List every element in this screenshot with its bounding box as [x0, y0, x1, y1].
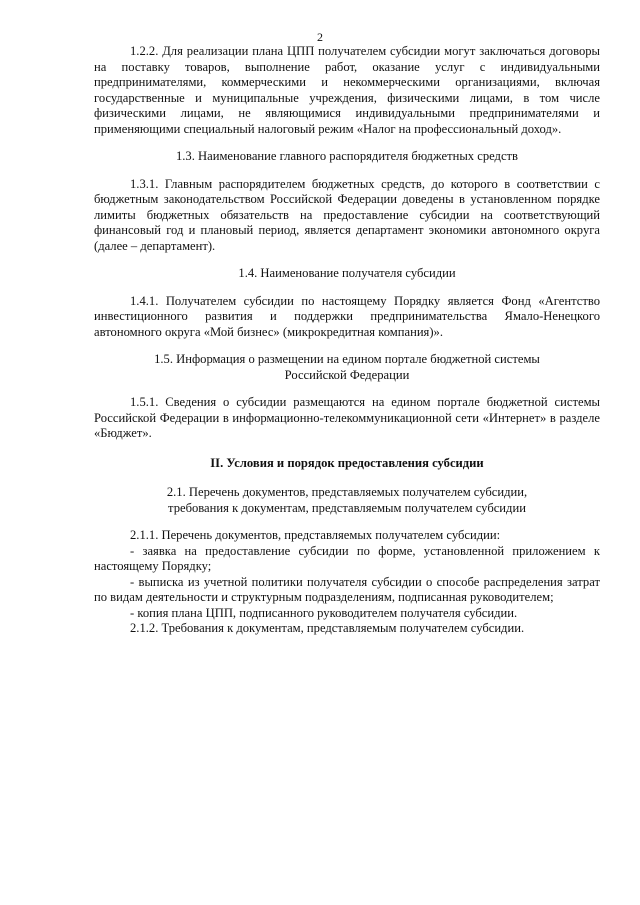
heading-1-5: [94, 352, 600, 383]
list-item-cpp-plan-copy: - копия плана ЦПП, подписанного руководителем получателя субсидии.: [130, 605, 518, 620]
list-item-application: - заявка на предоставление субсидии по форме, установленной приложением к настоящему Порядку;: [94, 543, 600, 573]
heading-1-4: 1.4. Наименование получателя субсидии: [238, 266, 456, 280]
heading-1-5-line-1: 1.5. Информация о размещении на едином портале бюджетной системы: [154, 352, 540, 366]
document-content: [94, 44, 600, 637]
paragraph-1-2-2: 1.2.2. Для реализации плана ЦПП получателем субсидии могут заключаться договоры на поставку товаров, выполнение работ, оказание услуг с индивидуальными предпринимателями, коммерческими и некоммерческими организациями, включая государственные и муниципальные учреждения, физическими лицами, в том числе физическими лицами, не являющимися индивидуальными предпринимателями и применяющими специальный налоговый режим «Налог на профессиональный доход».: [94, 44, 600, 136]
heading-2-1-line-2: требования к документам, представляемым получателем субсидии: [168, 500, 526, 515]
page-number: 2: [317, 30, 323, 44]
heading-1-3: 1.3. Наименование главного распорядителя бюджетных средств: [175, 149, 518, 163]
paragraph-2-1-1: 2.1.1. Перечень документов, представляемых получателем субсидии:: [130, 528, 501, 542]
paragraph-1-5-1: 1.5.1. Сведения о субсидии размещаются на едином портале бюджетной системы Российской Федерации в информационно-телекоммуникационной сети «Интернет» в разделе «Бюджет».: [94, 395, 600, 440]
heading-1-5-line-2: Российской Федерации: [284, 367, 410, 382]
paragraph-1-4-1: 1.4.1. Получателем субсидии по настоящему Порядку является Фонд «Агентство инвестиционного развития и поддержки предпринимательства Ямало-Ненецкого автономного округа «Мой бизнес» (микрокредитная компания)».: [94, 293, 600, 339]
paragraph-1-3-1: 1.3.1. Главным распорядителем бюджетных средств, до которого в соответствии с бюджетным законодательством Российской Федерации доведены в установленном порядке лимиты бюджетных обязательств на предоставление субсидии на соответствующий финансовый год и плановый период, является департамент экономики автономного округа (далее – департамент).: [94, 176, 600, 253]
section-ii-title: II. Условия и порядок предоставления субсидии: [210, 455, 484, 470]
heading-2-1: [94, 485, 600, 516]
list-item-accounting-policy: - выписка из учетной политики получателя субсидии о способе распределения затрат по видам деятельности и структурным подразделениям, подписанная руководителем;: [94, 574, 600, 604]
paragraph-2-1-2: 2.1.2. Требования к документам, представляемым получателем субсидии.: [130, 621, 525, 635]
heading-2-1-line-1: 2.1. Перечень документов, представляемых получателем субсидии,: [166, 485, 528, 499]
